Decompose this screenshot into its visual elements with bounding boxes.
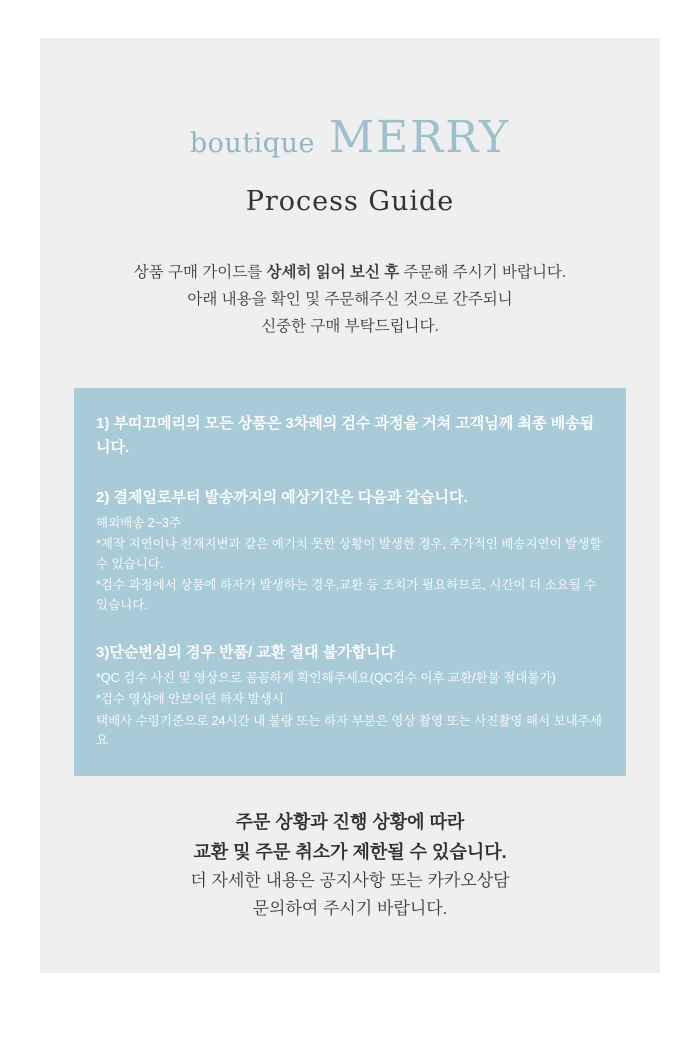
page-title: Process Guide: [245, 186, 455, 217]
brand-logo: [40, 112, 660, 163]
footer-note: [40, 808, 660, 923]
notice-item-2-sub-3: *검수 과정에서 상품에 하자가 발생하는 경우,교환 등 조치가 필요하므로, 시간이 더 소요될 수 있습니다.: [96, 578, 597, 612]
footer-line-3: 더 자세한 내용은 공지사항 또는 카카오상담: [190, 871, 510, 891]
notice-item-3-sub-2: *검수 영상에 안보이던 하자 발생시: [96, 692, 284, 707]
guide-canvas: [40, 38, 660, 973]
intro-paragraph: [40, 259, 660, 340]
notice-item-2-sub-1: 해외배송 2~3주: [96, 516, 182, 530]
notice-item-2-pre: 2) 결제일로부터 발송까지의: [96, 489, 282, 506]
notice-box: [74, 388, 626, 776]
brand-boutique-text: boutique: [189, 128, 315, 159]
intro-line-1-bold: 상세히 읽어 보신 후: [266, 264, 400, 281]
notice-item-2: [96, 486, 604, 510]
notice-item-1: [96, 412, 604, 460]
notice-item-2-bold: 예상기간: [281, 489, 340, 506]
brand-name-text: MERRY: [328, 112, 511, 163]
notice-item-3-sub-1: *QC 검수 사진 및 영상으로 꼼꼼하게 확인해주세요(QC검수 이후 교환/환불 절대불가): [96, 670, 556, 685]
intro-line-2: 아래 내용을 확인 및 주문해주신 것으로 간주되니: [187, 291, 513, 309]
footer-line-4: 문의하여 주시기 바랍니다.: [252, 899, 448, 919]
notice-item-2-sub-2: *제작 지연이나 천재지변과 같은 예기치 못한 상황이 발생한 경우, 추가적인 배송지연이 발생할 수 있습니다.: [96, 537, 602, 571]
notice-item-3-sub-3: 택배사 수령기준으로 24시간 내 불량 또는 하자 부분은 영상 촬영 또는 사진촬영 해서 보내주세요: [96, 713, 602, 747]
intro-line-1-post: 주문해 주시기 바랍니다.: [399, 264, 567, 281]
footer-line-1: 주문 상황과 진행 상황에 따라: [235, 812, 465, 832]
intro-line-1: [40, 259, 660, 286]
notice-item-1-pre: 1) 부띠끄메리의 모든 상품은: [96, 415, 286, 432]
notice-item-2-post: 은 다음과 같습니다.: [339, 489, 468, 506]
notice-item-3: 3)단순변심의 경우 반품/ 교환 절대 불가합니다: [96, 643, 396, 661]
intro-line-1-pre: 상품 구매 가이드를: [133, 264, 267, 281]
notice-item-1-post: 을 거쳐 고객님께 최종 배송됩니다.: [96, 415, 595, 456]
intro-line-3: 신중한 구매 부탁드립니다.: [261, 318, 439, 336]
footer-line-2: 교환 및 주문 취소가 제한될 수 있습니다.: [193, 841, 507, 862]
notice-item-1-bold: 3차례의 검수 과정: [285, 415, 404, 432]
